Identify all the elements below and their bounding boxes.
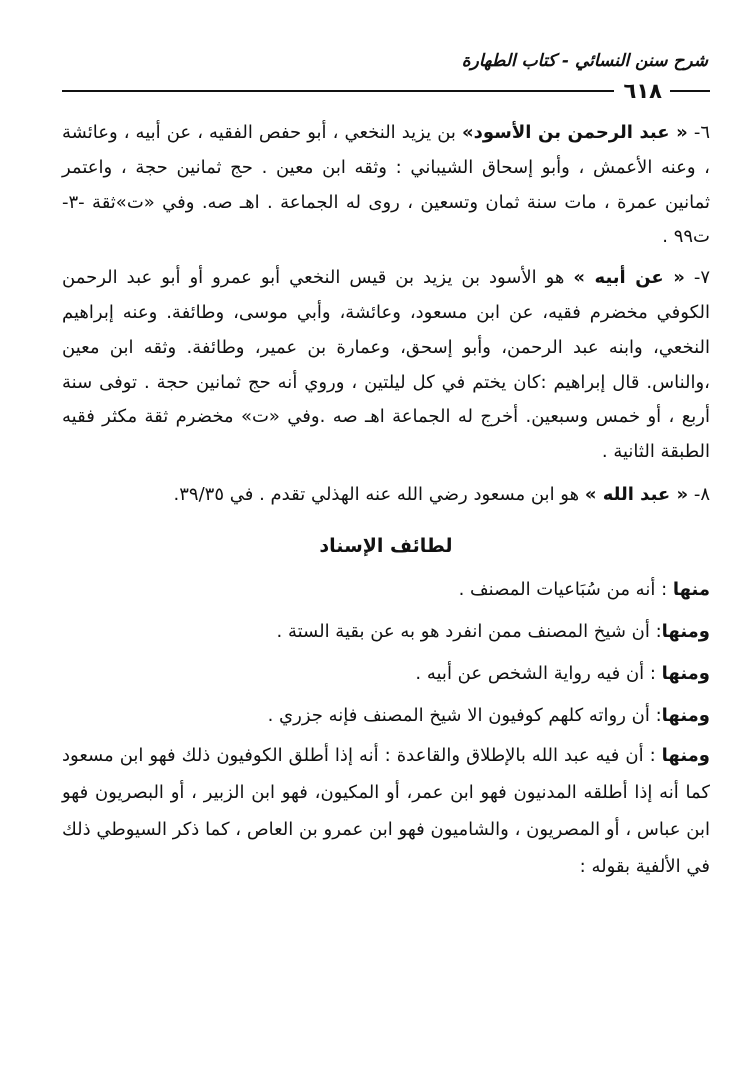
final-point-key: ومنها [661, 744, 710, 766]
note-6-number: ٦- [687, 122, 711, 143]
note-8 [62, 478, 710, 513]
note-7-number: ٧- [684, 267, 711, 289]
section-heading: لطائف الإسناد [319, 534, 453, 557]
note-7 [62, 261, 710, 470]
point-key: منها [672, 578, 710, 600]
point-item [62, 611, 710, 653]
point-text: : أنه من سُبَاعيات المصنف . [458, 578, 673, 600]
note-6 [62, 116, 710, 255]
page-number: ٦١٨ [623, 79, 662, 103]
note-8-text: هو ابن مسعود رضي الله عنه الهذلي تقدم . في ٣٩/٣٥. [173, 483, 585, 505]
point-item [62, 653, 710, 695]
header-rule [62, 78, 710, 104]
final-point [62, 737, 710, 885]
book-title: شرح سنن النسائي - كتاب الطهارة [461, 51, 708, 71]
point-key: ومنها [661, 620, 710, 642]
point-text: : أن فيه رواية الشخص عن أبيه . [415, 662, 662, 684]
note-8-name: « عبد الله » [584, 483, 689, 505]
note-6-name: « عبد الرحمن بن الأسود» [461, 122, 688, 143]
note-7-text: هو الأسود بن يزيد بن قيس النخعي أبو عمرو أو أبو عبد الرحمن الكوفي مخضرم فقيه، عن ابن مسعود، وعائشة، وأبي موسى، وطائفة. وعنه إبراهيم النخعي، وابنه عبد الرحمن، وأبو إسحق، وعمارة بن عمير، وطائفة. وثقه ابن معين ،والناس. قال إبراهيم :كان يختم في كل ليلتين ، وروي أنه حج ثمانين حجة . توفى سنة أربع ، أو خمس وسبعين. أخرج له الجماعة اهـ صه .وفي «ت» مخضرم ثقة مكثر فقيه الطبقة الثانية . [62, 267, 710, 463]
header-rule-line [62, 90, 614, 92]
point-text: : أن رواته كلهم كوفيون الا شيخ المصنف فإنه جزري . [267, 704, 662, 726]
point-item [62, 695, 710, 737]
note-8-number: ٨- [688, 483, 710, 505]
note-7-name: « عن أبيه » [573, 267, 685, 289]
running-header [62, 48, 710, 74]
point-item [62, 569, 710, 611]
page-number-dash [670, 90, 710, 92]
final-point-text: : أن فيه عبد الله بالإطلاق والقاعدة : أنه إذا أطلق الكوفيون ذلك فهو ابن مسعود كما أنه إذا أطلقه المدنيون فهو ابن عمر، أو المكيون، فهو ابن الزبير ، أو البصريون فهو ابن عباس ، أو المصريون ، والشاميون فهو ابن عمرو بن العاص ، كما ذكر السيوطي ذلك في الألفية بقوله : [62, 744, 710, 877]
point-text: : أن شيخ المصنف ممن انفرد هو به عن بقية الستة . [276, 620, 662, 642]
point-key: ومنها [661, 662, 710, 684]
point-key: ومنها [661, 704, 710, 726]
book-page [62, 48, 710, 885]
note-6-text: بن يزيد النخعي ، أبو حفص الفقيه ، عن أبيه ، وعائشة ، وعنه الأعمش ، وأبو إسحاق الشيباني : وثقه ابن معين . حج ثمانين حجة ، واعتمر ثمانين عمرة ، مات سنة ثمان وتسعين ، روى له الجماعة . اهـ صه. وفي «ت»ثقة -٣- ت٩٩ . [62, 122, 710, 248]
